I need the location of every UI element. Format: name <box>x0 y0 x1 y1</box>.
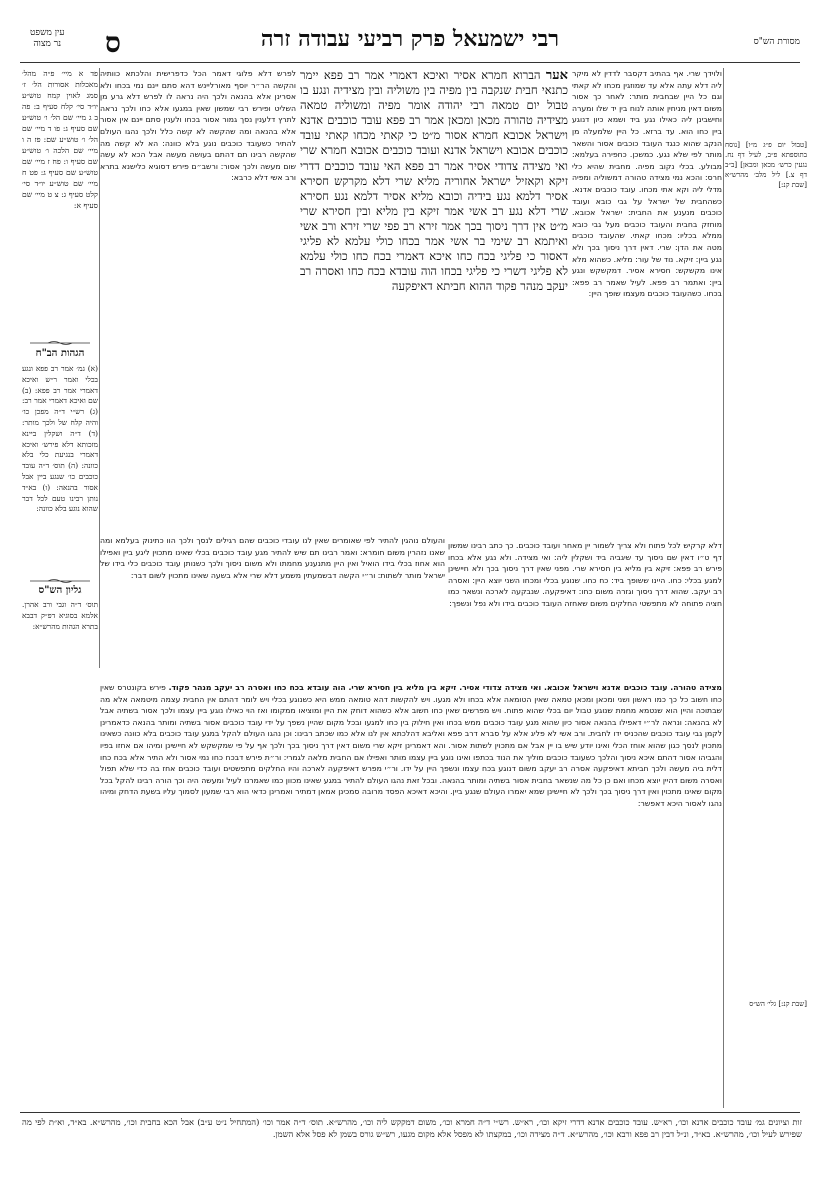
gilyon-title: גליון הש"ס <box>38 585 82 596</box>
rashi-top-text: ולוידך שרי. אף בהתיב דקסבר לדדין לא מיקר ליה דלא עתה אלא עד שמוזגין מכחו לא קאתי וגם כל היין שבחבית מותר: לאחר כך אסור משום דאין מניחין אותה לנוח בין יד שלו ומערה וחישבינן ליה כאילו נגע ביד ושמא כיון דנוגע ביין כחו הוא. עד ברזא. כל היין שלמעלה מן הנקב שהוא כנגד העובד כוכבים אסור והשאר מותר לפי שלא נגע. כמשכן. כחפירה בעלמא: מבולע. בכלי נקוב מפיה. מחבית שהיא כלי חרס: והכא נמי מצידה טהורה דמשוליה ומפיה מדלי ליה וקא אתי מכחו. עובד כוכבים אדנא. כשהחבית של ישראל על גבי כובא ועובד כוכבים מנענע את החבית: ישראל אכובא. מוחזק בחבית והעובד כוכבים מעל גבי כובא ממלא בכליו: מכחו קאתי. שהעובד כוכבים מטה את הדן: שרי. דאין דרך ניסוך בכך ולא נגע ביין: זיקא. נוד של עור: מליא. כשהוא מלא אינו מקשקש: חסירא אסיר. דמקשקש ונגע ביין: ואתמר רב פפא. לעיל שאמר רב פפא: בכחו. כשהעובד כוכבים מעצמו שופך היין: <box>572 69 722 299</box>
header-divider <box>20 62 800 63</box>
tosfot-mid-text: והעולם נוהגין להתיר לפי שאומרים שאין לנו עובדי כוכבים שהם רגילים לנסך ולכך הוו כתינוק בעלמא ומה שאנו נזהרין משום חומרא: ואמר רבינו תם שיש להתיר מגע עובד כוכבים בכלי שאינו מתכוין ליגע ביין ואפילו הוא אחוז בכלי בידו הואיל ואין היין מתנענע מחמתו ולא משום ניסוך ולכך כשנותן עובד כוכבים כלי בידו של ישראל מותר לשתות: ור״י הקשה דבשמעתין משמע דלא שרי אלא בשעה שאינו מתכוין לשום דבר: <box>100 536 445 580</box>
rashi-bottom-text: דלא קרקיש לכל פתוח ולא צריך לשמור יין מאחר ועובד כוכבים. כך כתב רבינו שמשון דף ט״ו דאין שם ניסוך עד שיגביה ביד ושקלין ליה: ואי מצידה. ולא נגע אלא בכחו פירש רב פפא: זיקא בין מליא בין חסירא שרי. מפני שאין דרך ניסוך בכך ולא חיישינן למגע בכלי: כחו. היינו ששופך ביד: כח כחו. שנוגע בכלי ומכחו השני יוצא היין: ואסרה רב יעקב. שהוא דרך ניסוך וגזרה משום כחו: דאיפקעה. שנבקעה לארכה ונשאר כמו חציה פתוחה לא מתפשטי החלקים משום שאחזה העובד כוכבים בידו ולא נפל ונשפך: <box>448 541 722 608</box>
gemara-text: הברוא חמרא אסיר ואיכא דאמרי אמר רב פפא יימר כתנאי חבית שנקבה בין מפיה בין משוליה ובין מצידיה ונגע בו טבול יום טמאה רבי יהודה אומר מפיה ומשוליה טמאה מצידיה טהורה מכאן ומכאן אמר רב פפא עובד כוכבים אדנא וישראל אכובא חמרא אסור מ״ט כי קאתי מכחו קאתי עובד כוכבים אכובא וישראל אדנא ועובד כוכבים אכובא חמרא שרי ואי מצידה צדודי אסיר אמר רב פפא האי עובד כוכבים דדרי זיקא וקאזיל ישראל אחוריה מליא שרי דלא מקרקש חסירא אסיר דלמא נגע בידיה וכובא מליא אסיר דלמא נגע חסירא שרי דלא נגע רב אשי אמר זיקא בין מליא ובין חסירא שרי מ״ט אין דרך ניסוך בכך אמר זירא רב פפי שרי זירא ורב אשי ואיתמא רב שימי בר אשי אמר בכחו כולי עלמא לא פליגי דאסור כי פליגי בכח כחו איכא דאמרי בכח כחו כולי עלמא לא פליגי דשרי כי פליגי בכחו הוה עובדא בכח כחו ואסרה רב יעקב מנהר פקוד ההוא חביתא דאיפקעה <box>300 68 568 294</box>
rashi-top-column <box>572 68 722 538</box>
margin-reference-text: [שבת קנ:] גלי׳ הש״ס <box>749 1000 807 1008</box>
column-separator <box>723 68 724 1108</box>
footer-text: זות וציונים גמ׳ עובד כוכבים אדנא וכו׳, רא״ש. עובד כוכבים אדנא דדרי זיקא וכו׳, רא״ש. רש״י ד״ה חמרא וכו׳, משום דמקקש ליה וכו׳, מהרש״א. תוס׳ ד״ה אמר וכו׳ (המתחיל נ״ט ע״ב) אבל הכא בחבית וכו׳, מהרש״א. בא״ד, וא״ת לפי מה שפירש לעיל וכו׳, מהרש״א. בא״ד, ונ״ל דבין רב פפא ורבא וכו׳, מהרש״א. ד״ה מצידה וכו׳, במקצתו לא מפסל אלא מקום מגעו, רש״ש גורס בשמן לא פסל אלא השמן. <box>22 1117 802 1139</box>
tosfot-top-column <box>100 68 296 474</box>
ein-mishpat-column <box>22 68 98 348</box>
tosfot-dibur-hamatchil: מצידה טהורה. <box>670 683 722 692</box>
tosfot-wide-column <box>100 682 722 1102</box>
gilyon-column <box>22 600 98 650</box>
masoret-margin-column <box>725 140 807 440</box>
ein-mishpat-heading <box>30 28 64 50</box>
hagahot-title: הגהות הב"ח <box>35 348 85 359</box>
rashi-bottom-column <box>448 540 722 680</box>
hagahot-text: (א) גמ׳ אמר רב פפא ונגע בכלי ואמר ר״ש ואיכא דאמרי אמר רב פפא: (ב) שם ואיכא דאמרי אמר רב: (ג) רש״י ד״ה מפכן כו׳ והיה קלח של ולכך מותר: (ד) ד״ה ושקלין ביינא מזכותא דלא פירש׳ ואיכא דאמרי בנגיעת כלי בלא כוונה: (ה) תוס׳ ד״ה עובד כוכבים כו׳ שנגע ביין אבל אסור בהנאה: (ו) בא״ד נותן רבינו טעם לכל דבר שהוא נוגע בלא כוונה: <box>22 364 98 514</box>
hagahot-column <box>22 364 98 574</box>
page-footer <box>22 1116 802 1156</box>
tosfot-top-text: לפרש דלא פלוגי דאמר הכל כדפרישית והלכתא כוותיה והקשה הר״ר יוסף מאורליינש דהא סתם יינם נמי בכחו ולא אסרינן אלא בהנאה ולכך היה נראה לו לפרש דלא גרע מן השליט ופירש רבי שמשון שאין במגעו אלא כחו ולכך נראה לתרץ דלענין נסך גמור אסור בכחו ולענין סתם יינם אין אסור אלא בהנאה ומה שהקשה לא קשה כלל ולכך נהגו העולם להתיר כשעובד כוכבים נוגע בלא כוונה: הא לא קשה מה שהקשה רבינו תם דהתם בעושה מעשה אבל הכא לא עשה שום מעשה ולכך אסור: ורשב״ם פירש דסוגיא כלישנא בתרא ורב אשי דלא כרבא: <box>100 69 296 183</box>
tosfot-wide-text: פירש בקונטרס שאין כחו חשוב כל כך כמו ראשון ושני ומכאן ומכאן טמאה שאין הטומאה אלא בכחו ולא מגעו. ויש להקשות דהא טומאה ממש היא כשנוגע בכלי ויש לומר דהתם אין החבית עצמה מיטמאה אלא מה שבתוכה והיין הוא שנטמא מחמת שנוגע טבול יום בכלי שהוא פתוח. ויש מפרשים שאין כחו חשוב אלא כשהוא דוחק את היין ומוציאו ממקומו ואז הוי כאילו נוגע ביין עצמו ולכך אסור בשתיה אבל לא בהנאה: ונראה לר״י דאפילו בהנאה אסור כיון שהוא מגע עובד כוכבים ממש בכחו ואין חילוק בין כחו למגעו ובכל מקום שהיין נשפך על ידי עובד כוכבים אסור בשתיה ומותר בהנאה כדאמרינן לקמן גבי עובד כוכבים שהכניס ידו לחבית. ורב אשי לא פליג אלא על סברא דרב פפא ואליבא דהלכתא אין לנו אלא כמו שכתב רבינו: וכן נהגו העולם להקל במגע עובד כוכבים בלא כוונה כשאינו מתכוין לנסך כגון שהוא אוחז הכלי ואינו יודע שיש בו יין אבל אם מתכוין לשתות אסור. והא דאמרינן זיקא שרי משום דאין דרך ניסוך בכך ולכך אף על פי שמקשקש לא חיישינן ומיהו אם אחזו בפיו והגביהו אסור דהתם איכא ניסוך והלכך כשעובד כוכבים מוליך את הנוד בכתפו ואינו נוגע ביין עצמו מותר ואפילו אם החבית מלאה לגמרי: ור״ת פירש דבכח כחו נמי אסור ולא התיר אלא בכח כחו דלית ביה מעשה ולכך חביתא דאיפקעה אסרה רב יעקב משום דנוגע בכח עצמו ונשפך היין על ידו. ור״י מפרש דאיפקעה לארכה והיו החלקים מתפשטים ועובד כוכבים אחז בה כדי שלא תפול ואסרה משום דהיין יוצא מכחו ואם כן כל מה שנשאר בחבית אסור בשתיה ומותר בהנאה. ובכל זאת נהגו העולם להתיר במגע שאינו מכוון כמו שאמרנו לעיל ומעשה היה וכך הורה רבינו להקל בכל מקום שאינו מתכוין ואין דרך ניסוך בכך ולכך לא חיישינן שמא יאמרו העולם שנגע ביין. והיכא דאיכא הפסד מרובה סמכינן אמאן דמתיר ואמרינן כדאי הוא רבי שמעון לסמוך עליו בשעת הדחק ומיהו נהגו לאסור היכא דאפשר: <box>100 683 722 808</box>
gilyon-text: תוס׳ ד״ה וגבי ורב אהרן. אלמא בסוגיא דפ״ק דבבא בתרא הגהות מהרש״א: <box>22 600 98 631</box>
tosfot-dibur-hamatchil: ואי מצידה צדודי אסיר. <box>459 683 542 692</box>
ornament-divider-icon <box>28 578 92 584</box>
tosfot-mid-column <box>100 535 445 680</box>
ner-mitzvah-label: נר מצוה <box>33 39 62 49</box>
page-title: רבי ישמעאל פרק רביעי עבודה זרה <box>260 26 560 52</box>
ein-mishpat-label: עין משפט <box>30 28 65 38</box>
tosfot-dibur-hamatchil: עובד כוכבים אדנא וישראל אכובא. <box>543 683 668 692</box>
margin-reference-bottom <box>725 1000 807 1008</box>
page-header <box>20 22 800 62</box>
folio-letter: ס <box>105 26 121 59</box>
gemara-column <box>300 68 568 498</box>
ein-mishpat-text: פד א מיי׳ פ״ה מהל׳ מאכלות אסורות הל׳ ז׳ סמג לאוין קמח טוש״ע יו״ד סי׳ קלח סעיף ב: פה ב ג מיי׳ שם הל׳ ו׳ טוש״ע שם סעיף ג: פו ד מיי׳ שם הל׳ ו׳ טוש״ע שם: פז ה ו מיי׳ שם הלכה ו׳ טוש״ע שם סעיף ו: פח ז מיי׳ שם טוש״ע שם סעיף ג: פט ח מיי׳ שם טוש״ע יו״ד סי׳ קלט סעיף ג: צ ט מיי׳ שם סעיף א: <box>22 69 98 210</box>
masoret-hashas-label: מסורת הש"ס <box>753 37 800 47</box>
tosfot-dibur-hamatchil: הוה עובדא בכח כחו ואסרה רב יעקב מנהר פקוד. <box>168 683 346 692</box>
tosfot-dibur-hamatchil: זיקא בין מליא בין חסירא שרי. <box>348 683 457 692</box>
column-separator <box>99 68 100 668</box>
ornament-divider-icon <box>28 340 92 346</box>
footer-divider <box>20 1112 800 1113</box>
gemara-lead-word: אער <box>545 68 568 83</box>
masoret-margin-text: [טבול יום פ״ג מ״ו] [נוסח בתוספתא פ״ב, לעיל דף נח. נגעין כרש׳ מכאן ומכאן] [ב״ב דף צ.] ליל מלב׳ מהרש״א [שבת קנ:] <box>725 141 807 189</box>
